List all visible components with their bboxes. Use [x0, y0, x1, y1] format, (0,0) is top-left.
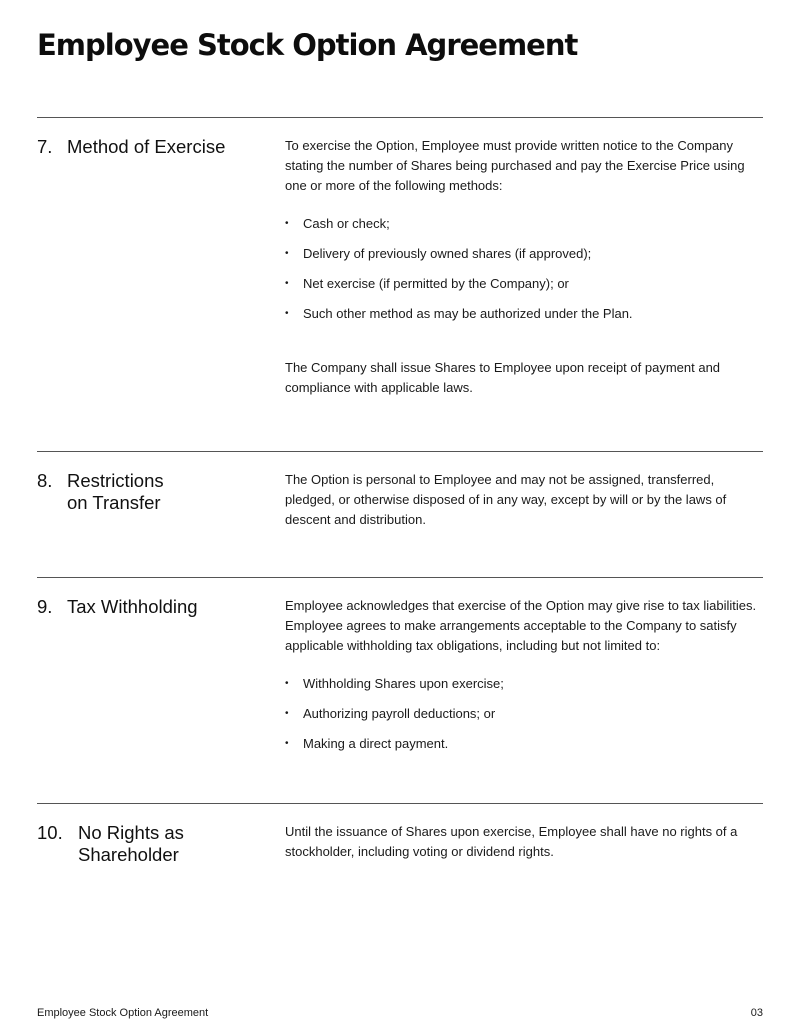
list-item-text: Such other method as may be authorized under the Plan. — [303, 306, 633, 321]
bullet-icon: • — [285, 678, 289, 689]
list-item-text: Withholding Shares upon exercise; — [303, 676, 504, 691]
list-item-text: Delivery of previously owned shares (if approved); — [303, 246, 592, 261]
section-intro-paragraph: The Option is personal to Employee and may not be assigned, transferred, pledged, or otherwise disposed of in any way, except by will or by the laws of descent and distribution. — [285, 472, 727, 527]
bullet-icon: • — [285, 708, 289, 719]
list-item — [285, 274, 761, 294]
section-number: 9. — [37, 596, 53, 617]
section-title: Method of Exercise — [67, 136, 226, 157]
list-item — [285, 674, 761, 694]
section-heading — [37, 136, 225, 158]
section-number: 10. — [37, 822, 63, 843]
footer-document-title: Employee Stock Option Agreement — [37, 1007, 209, 1019]
page-number: 03 — [750, 1007, 763, 1019]
withholding-methods-list — [285, 674, 761, 754]
section-title: No Rights as Shareholder — [78, 822, 184, 865]
list-item-text: Authorizing payroll deductions; or — [303, 706, 496, 721]
list-item-text: Making a direct payment. — [303, 736, 449, 751]
page-title: Employee Stock Option Agreement — [37, 28, 578, 62]
section-heading — [37, 822, 184, 866]
bullet-icon: • — [285, 218, 289, 229]
section-intro-paragraph: Employee acknowledges that exercise of the Option may give rise to tax liabilities. Employee agrees to make arrangements acceptable to the Company to satisfy applicable withholding tax obligations, including but not limited to: — [285, 598, 757, 653]
section-number: 7. — [37, 136, 53, 157]
section-closing-paragraph: The Company shall issue Shares to Employee upon receipt of payment and compliance with applicable laws. — [285, 360, 721, 395]
bullet-icon: • — [285, 278, 289, 289]
section-body — [285, 470, 761, 530]
section-divider — [37, 451, 763, 452]
section-number: 8. — [37, 470, 53, 491]
section-body — [285, 596, 761, 764]
exercise-methods-list — [285, 214, 761, 324]
section-intro-paragraph: To exercise the Option, Employee must provide written notice to the Company stating the number of Shares being purchased and pay the Exercise Price using one or more of the following methods: — [285, 138, 745, 193]
list-item-text: Net exercise (if permitted by the Company); or — [303, 276, 569, 291]
section-title: Tax Withholding — [67, 596, 198, 617]
bullet-icon: • — [285, 308, 289, 319]
section-title: Restrictions on Transfer — [67, 470, 164, 513]
list-item — [285, 304, 761, 324]
section-divider — [37, 803, 763, 804]
list-item — [285, 704, 761, 724]
section-divider — [37, 117, 763, 118]
bullet-icon: • — [285, 738, 289, 749]
list-item-text: Cash or check; — [303, 216, 390, 231]
list-item — [285, 734, 761, 754]
section-heading — [37, 470, 164, 514]
section-body — [285, 136, 761, 398]
list-item — [285, 214, 761, 234]
section-intro-paragraph: Until the issuance of Shares upon exercise, Employee shall have no rights of a stockholder, including voting or dividend rights. — [285, 824, 738, 859]
list-item — [285, 244, 761, 264]
section-heading — [37, 596, 198, 618]
bullet-icon: • — [285, 248, 289, 259]
section-divider — [37, 577, 763, 578]
section-body — [285, 822, 761, 862]
